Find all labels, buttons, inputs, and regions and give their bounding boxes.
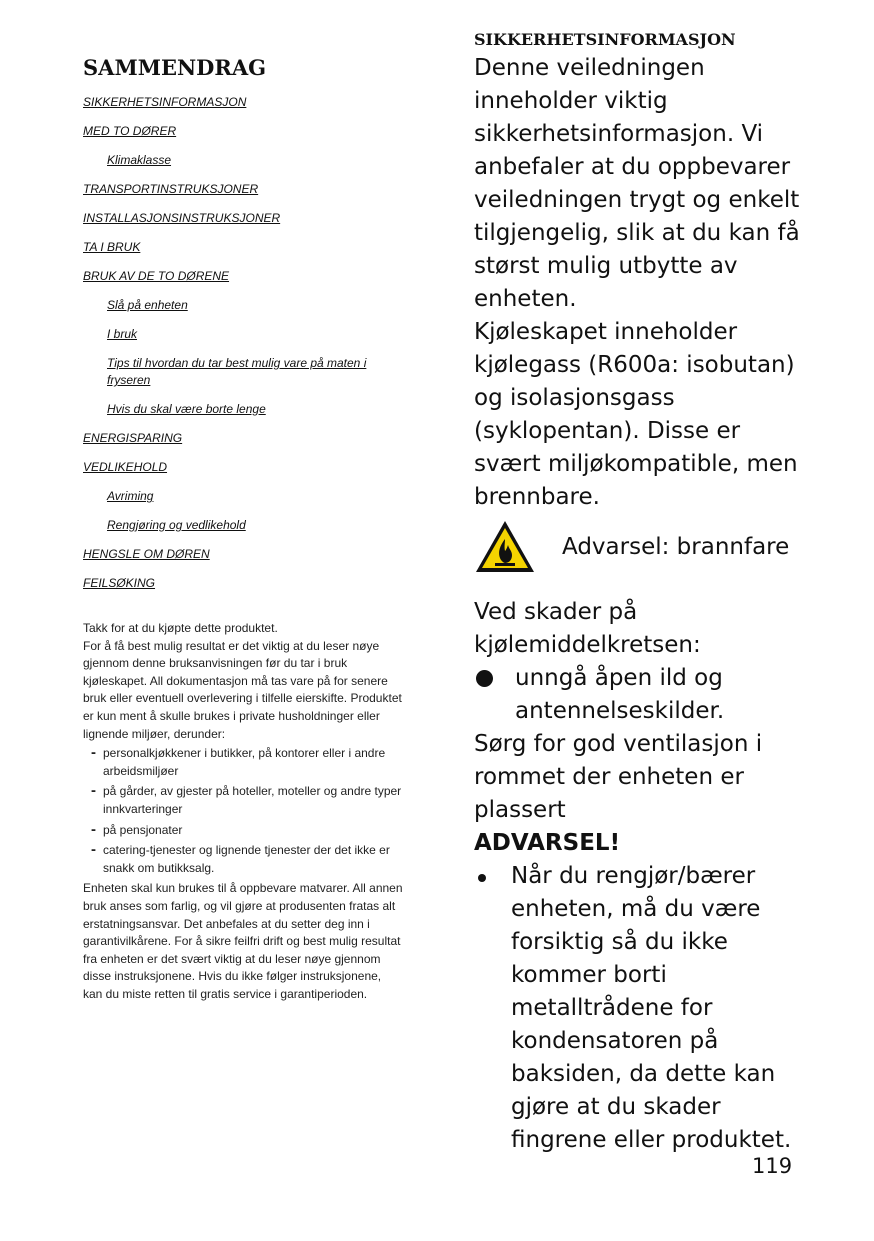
safety-paragraph-1: Denne veiledningen inneholder viktig sikkerhetsinformasjon. Vi anbefaler at du oppbevarer veiledningen trygt og enkelt tilgjengelig, slik at du kan få størst mulig utbytte av enheten. bbox=[474, 55, 800, 312]
toc-link-start-use[interactable]: TA I BRUK bbox=[83, 240, 141, 254]
toc-link-freezer-tips[interactable]: Tips til hvordan du tar best mulig vare på maten i fryseren bbox=[107, 356, 367, 387]
toc-link-cleaning[interactable]: Rengjøring og vedlikehold bbox=[107, 518, 246, 532]
toc-link-away[interactable]: Hvis du skal være borte lenge bbox=[107, 402, 266, 416]
fire-warning bbox=[474, 518, 804, 576]
bullet-icon bbox=[476, 670, 493, 687]
intro-paragraph-1: For å få best mulig resultat er det viktig at du leser nøye gjennom denne bruksanvisningen før du tar i bruk kjøleskapet. All dokumentasjon må tas vare på for senere bruk eller eventuell overlevering i tilfelle eierskifte. Produktet er kun ment å skulle brukes i private husholdninger eller lignende miljøer, derunder: bbox=[83, 638, 402, 741]
toc-link-two-doors[interactable]: MED TO DØRER bbox=[83, 124, 177, 138]
toc-link-safety[interactable]: SIKKERHETSINFORMASJON bbox=[83, 95, 247, 109]
list-item bbox=[474, 860, 804, 1157]
toc-title: SAMMENDRAG bbox=[83, 55, 267, 80]
safety-heading: SIKKERHETSINFORMASJON bbox=[474, 30, 736, 49]
damage-text: Ved skader på kjølemiddelkretsen: bbox=[474, 599, 701, 658]
toc-link-energy[interactable]: ENERGISPARING bbox=[83, 431, 183, 445]
bullet-icon bbox=[474, 860, 511, 1157]
toc-link-troubleshooting[interactable]: FEILSØKING bbox=[83, 576, 156, 590]
toc-link-hinge[interactable]: HENGSLE OM DØREN bbox=[83, 547, 210, 561]
right-column bbox=[474, 30, 804, 1157]
warning-label: Advarsel: brannfare bbox=[562, 534, 790, 560]
safety-paragraph-2: Kjøleskapet inneholder kjølegass (R600a: isobutan) og isolasjonsgass (syklopentan). Disse er svært miljøkompatible, men brennbare. bbox=[474, 319, 798, 510]
advarsel-heading: ADVARSEL! bbox=[474, 830, 621, 856]
toc-link-installation[interactable]: INSTALLASJONSINSTRUKSJONER bbox=[83, 211, 281, 225]
list-item bbox=[474, 662, 804, 728]
ventilation-text: Sørg for god ventilasjon i rommet der enheten er plassert bbox=[474, 731, 763, 823]
intro-text bbox=[83, 620, 403, 1003]
bullet-text: unngå åpen ild og antennelseskilder. bbox=[515, 665, 725, 724]
toc-link-switch-on[interactable]: Slå på enheten bbox=[107, 298, 188, 312]
toc-link-defrost[interactable]: Avriming bbox=[107, 489, 154, 503]
list-item: - på gårder, av gjester på hoteller, moteller og andre typer innkvarteringer bbox=[91, 782, 402, 816]
toc-link-climate-class[interactable]: Klimaklasse bbox=[107, 153, 172, 167]
flammable-warning-icon bbox=[474, 519, 536, 575]
left-column bbox=[83, 55, 403, 1003]
list-item: - personalkjøkkener i butikker, på kontorer eller i andre arbeidsmiljøer bbox=[91, 744, 386, 778]
toc-link-in-use[interactable]: I bruk bbox=[107, 327, 138, 341]
usage-list bbox=[89, 745, 403, 877]
list-item: - på pensjonater bbox=[91, 820, 183, 838]
intro-paragraph-2: Enheten skal kun brukes til å oppbevare matvarer. All annen bruk anses som farlig, og vil gjøre at produsenten fratas alt erstatningsansvar. Det anbefales at du setter deg inn i garantivilkårene. For å sikre feilfri drift og best mulig resultat fra enheten er det svært viktig at du leser nøye gjennom disse instruksjonene. Hvis du ikke følger instruksjonene, kan du miste retten til gratis service i garantiperioden. bbox=[83, 881, 403, 1001]
page-number: 119 bbox=[752, 1154, 793, 1178]
toc-link-transport[interactable]: TRANSPORTINSTRUKSJONER bbox=[83, 182, 259, 196]
intro-thanks: Takk for at du kjøpte dette produktet. bbox=[83, 621, 278, 635]
toc-list bbox=[83, 94, 403, 592]
bullet-text: Når du rengjør/bærer enheten, må du være forsiktig så du ikke kommer borti metalltrådene for kondensatoren på baksiden, da dette kan gjøre at du skader fingrene eller produktet. bbox=[511, 863, 792, 1153]
toc-link-door-use[interactable]: BRUK AV DE TO DØRENE bbox=[83, 269, 230, 283]
list-item: - catering-tjenester og lignende tjenester der det ikke er snakk om butikksalg. bbox=[91, 841, 390, 875]
toc-link-maintenance[interactable]: VEDLIKEHOLD bbox=[83, 460, 168, 474]
